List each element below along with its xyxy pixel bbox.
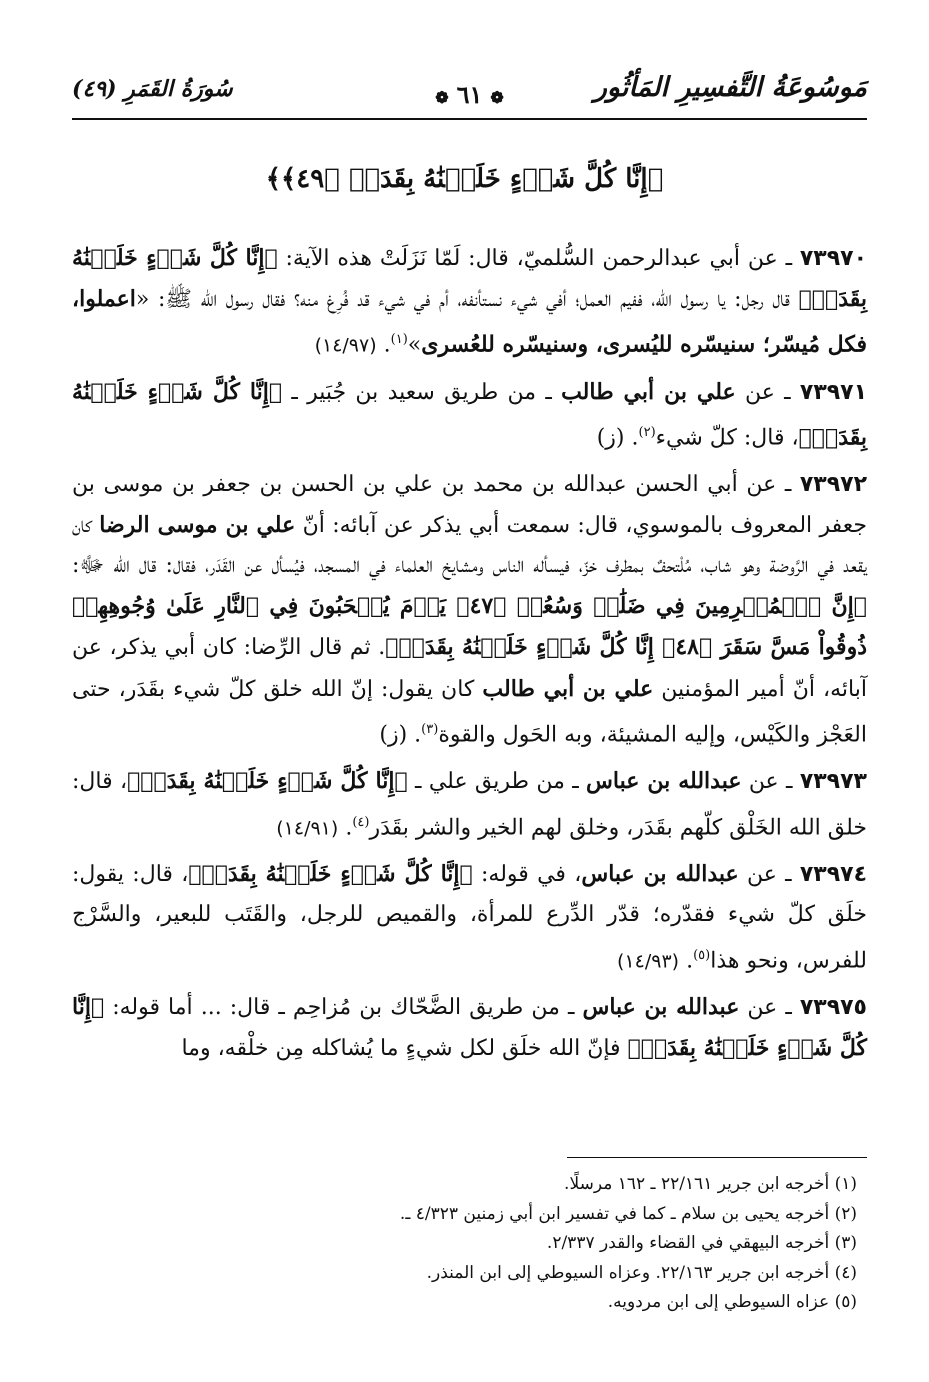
- main-text: [72, 238, 867, 1070]
- ornament-icon: ❁: [490, 88, 504, 107]
- quran-quote: ﴿إِنَّا كُلَّ شَيۡءٍ خَلَقۡنَٰهُ بِقَدَرٖ﴾: [127, 768, 408, 795]
- entry-text: ، في قوله:: [481, 862, 582, 888]
- entry-73975: [72, 987, 867, 1069]
- page-header: [72, 68, 867, 120]
- entry-text: ـ عن أبي الحسن عبدالله بن محمد بن علي بن الحسن بن جعفر بن موسى بن جعفر المعروف بالموسوي، قال: سمعت أبي يذكر عن آبائه: أنّ: [72, 471, 867, 538]
- surah-title: سُورَةُ القَمَرِ (٤٩): [72, 76, 233, 102]
- footnotes: [72, 1170, 857, 1318]
- footnote-item: (٥) عزاه السيوطي إلى ابن مردويه.: [607, 1292, 857, 1312]
- footnote-marker: (٢): [638, 425, 656, 441]
- entry-text: .: [686, 947, 694, 973]
- entry-text: »: [407, 332, 422, 358]
- volume-reference: (١٤/٩١): [276, 816, 339, 839]
- narrator-name: علي بن أبي طالب: [561, 378, 736, 405]
- entry-text: فإنّ الله خلَق لكل شيءٍ ما يُشاكله مِن خلْقه، وما: [181, 1036, 621, 1062]
- entry-text: ـ عن: [746, 862, 792, 888]
- book-title: مَوسُوعَةُ التَّفسِيرِ المَأثُور: [593, 72, 867, 103]
- entry-text: ، قال: خلق الله الخَلْق كلّهم بقَدَر، وخلق لهم الخير والشر بقَدَر: [72, 769, 867, 840]
- narrator-name: علي بن أبي طالب: [482, 675, 654, 702]
- entry-text: ـ عن: [744, 379, 791, 405]
- entry-number: ٧٣٩٧١: [799, 379, 868, 405]
- entry-73970: [72, 238, 867, 366]
- narrator-name: عبدالله بن عباس: [582, 994, 740, 1021]
- entry-number: ٧٣٩٧٥: [799, 995, 867, 1021]
- page-number-value: ٦١: [456, 80, 483, 109]
- volume-reference: (١٤/٩٣): [617, 949, 680, 972]
- entry-text: ـ من طريق علي ـ: [415, 769, 579, 795]
- footnote-divider: [567, 1157, 867, 1158]
- entry-text: . (ز): [596, 425, 639, 451]
- entry-text: قال رجل: يا رسول الله، ففيم العمل؛ أفي شيء نستأنفه، أم في شيء قد فُرِغ منه؟ فقال رسول الله ﷺ: «: [135, 287, 790, 313]
- footnote-item: (٣) أخرجه البيهقي في القضاء والقدر ٢/٣٣٧.: [546, 1233, 857, 1253]
- entry-text: كان يقول: إنّ الله خلق كلّ شيء بقَدَر، حتى العَجْز والكَيْس، وإليه المشيئة، وبه الحَول والقوة: [72, 676, 867, 748]
- entry-text: ، قال: كلّ شيء: [655, 425, 799, 451]
- narrator-name: عبدالله بن عباس: [586, 768, 742, 795]
- footnote-item: (٢) أخرجه يحيى بن سلام ـ كما في تفسير ابن أبي زمنين ٤/٣٢٣ ـ.: [399, 1203, 857, 1224]
- hadith-bold: اعملوا، فكل مُيسّر؛ سنيسّره لليُسرى، وسنيسّره للعُسرى: [72, 286, 867, 358]
- volume-reference: (١٤/٩٧): [314, 334, 377, 357]
- entry-number: ٧٣٩٧٤: [799, 862, 867, 888]
- footnote-item: (١) أخرجه ابن جرير ٢٢/١٦١ ـ ١٦٢ مرسلًا.: [564, 1174, 857, 1194]
- entry-73973: [72, 761, 867, 848]
- entry-text: ـ من طريق سعيد بن جُبَير ـ: [291, 379, 552, 405]
- entry-text: ـ من طريق الضَّحّاك بن مُزاحِم ـ قال: ... أما قوله:: [112, 995, 575, 1021]
- footnote-marker: (١): [390, 332, 408, 348]
- entry-number: ٧٣٩٧٢: [799, 471, 867, 497]
- entry-number: ٧٣٩٧٣: [799, 769, 867, 795]
- entry-text: .: [345, 814, 353, 840]
- narrator-name: عبدالله بن عباس: [581, 861, 739, 888]
- entry-text: . (ز): [379, 722, 422, 748]
- entry-text: كان يقعد في الرَّوضة وهو شاب، مُلْتحفٌ بمطرف خزّ، فيسأله الناس ومشايخ العلماء في المسجد، فيُسأل عن القَدَر، فقال: قال الله ﷻ:: [72, 512, 867, 579]
- quran-quote: ﴿إِنَّ ٱلۡمُجۡرِمِينَ فِي ضَلَٰلٖ وَسُعُرٖ ﴿٤٧﴾ يَوۡمَ يُسۡحَبُونَ فِي ٱلنَّارِ عَلَىٰ وُجُوهِهِمۡ ذُوقُواْ مَسَّ سَقَرَ ﴿٤٨﴾ إِنَّا كُلَّ شَيۡءٍ خَلَقۡنَٰهُ بِقَدَرٖ﴾: [72, 593, 867, 661]
- quran-quote: ﴿إِنَّا كُلَّ شَيۡءٍ خَلَقۡنَٰهُ بِقَدَرٖ﴾: [72, 994, 867, 1062]
- footnote-marker: (٣): [421, 721, 439, 737]
- entry-text: ، قال: يقول: خلَق كلّ شيء فقدّره؛ قدّر الدِّرع للمرأة، والقميص للرجل، والقَتَب للبعير، والسَّرْج للفرس، ونحو هذا: [72, 862, 867, 973]
- footnote-marker: (٤): [352, 814, 370, 830]
- footnote-marker: (٥): [693, 947, 711, 963]
- narrator-name: علي بن موسى الرضا: [99, 511, 296, 538]
- header-divider: [72, 118, 867, 120]
- quran-quote: ﴿إِنَّا كُلَّ شَيۡءٍ خَلَقۡنَٰهُ بِقَدَرٖ﴾: [72, 245, 867, 313]
- quran-quote: ﴿إِنَّا كُلَّ شَيۡءٍ خَلَقۡنَٰهُ بِقَدَرٖ﴾: [72, 378, 867, 451]
- ornament-icon: ❁: [435, 88, 449, 107]
- verse-heading: ﴿إِنَّا كُلَّ شَيۡءٍ خَلَقۡنَٰهُ بِقَدَرٖ ﴿٤٩﴾﴾: [265, 164, 664, 194]
- entry-text: ـ عن: [747, 995, 792, 1021]
- footnote-item: (٤) أخرجه ابن جرير ٢٢/١٦٣. وعزاه السيوطي إلى ابن المنذر.: [426, 1262, 857, 1283]
- entry-number: ٧٣٩٧٠: [799, 246, 867, 271]
- entry-73974: [72, 854, 867, 981]
- entry-text: ـ عن: [748, 769, 793, 795]
- entry-text: .: [383, 332, 391, 358]
- entry-text: ـ عن أبي عبدالرحمن السُّلميّ، قال: لَمّا نَزَلَتْ هذه الآية:: [285, 246, 793, 271]
- entry-73971: [72, 372, 867, 459]
- quran-quote: ﴿إِنَّا كُلَّ شَيۡءٍ خَلَقۡنَٰهُ بِقَدَرٖ﴾: [188, 861, 473, 888]
- entry-73972: [72, 465, 867, 756]
- entry-text: . ثم قال الرِّضا: كان أبي يذكر، عن آبائه، أنّ أمير المؤمنين: [72, 635, 867, 702]
